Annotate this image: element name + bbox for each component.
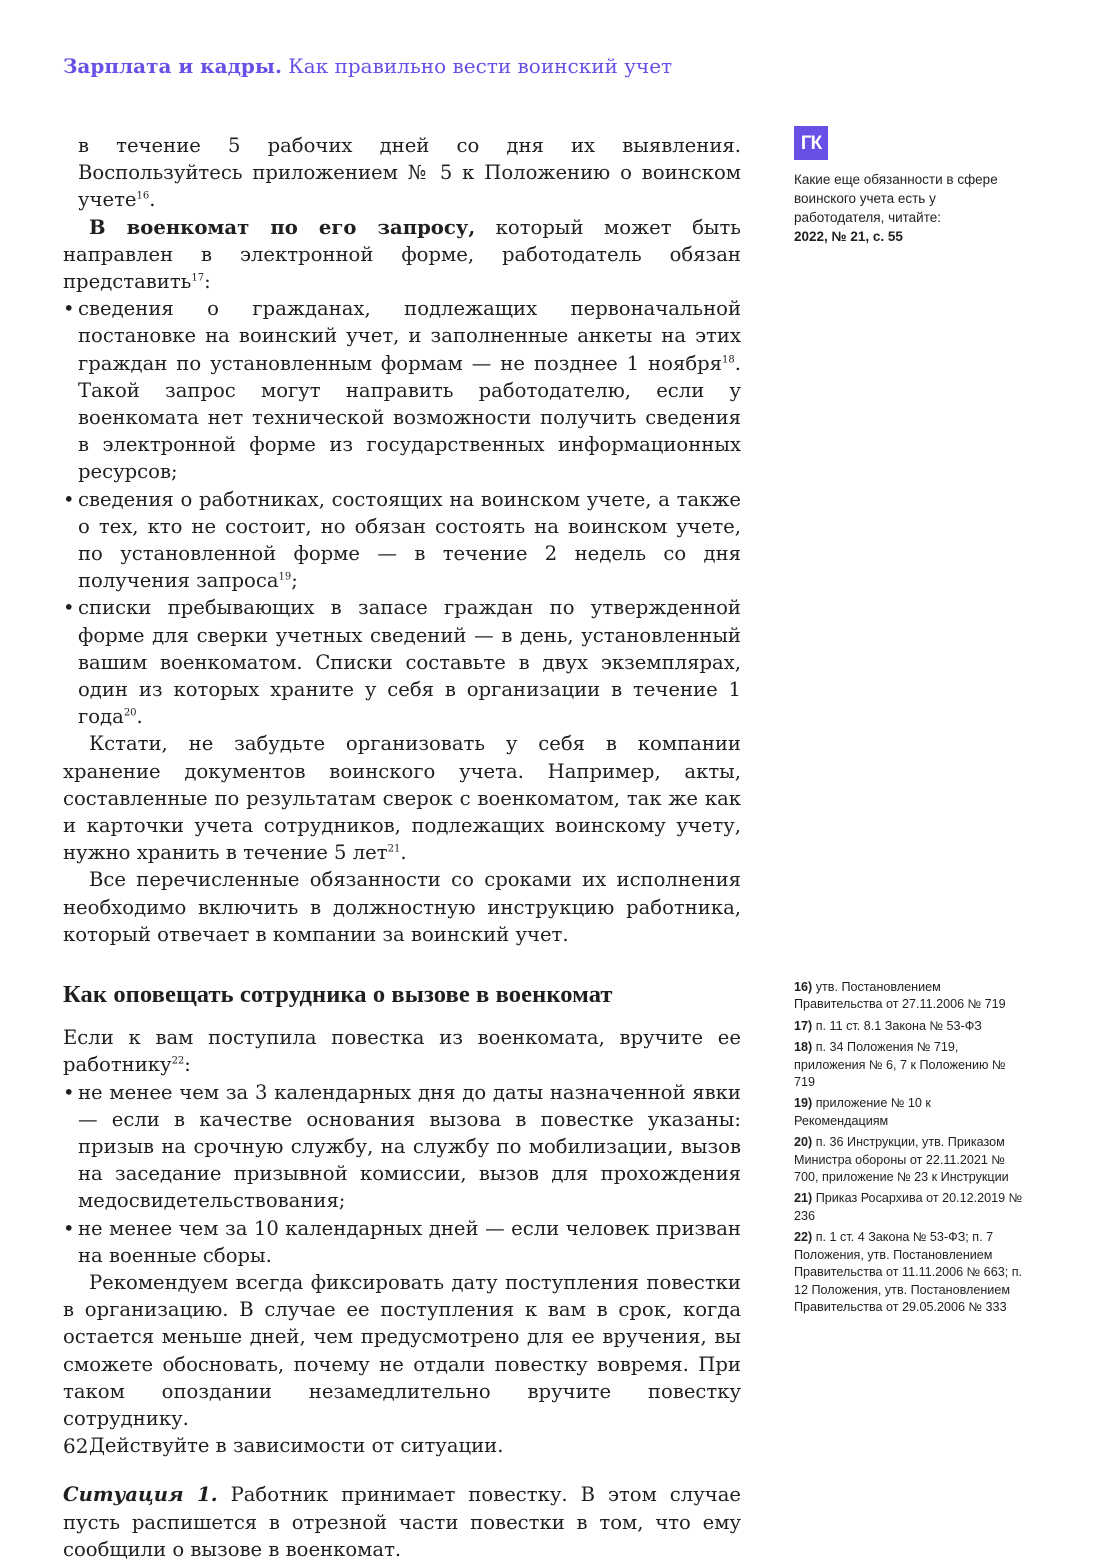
paragraph-7: Действуйте в зависимости от ситуации. — [89, 1434, 504, 1458]
running-header — [63, 54, 672, 78]
sidebar-text: Какие еще обязанности в сфере воинского учета есть у работодателя, читайте: — [794, 172, 998, 225]
main-column — [63, 132, 741, 1563]
list-item: • не менее чем за 3 календарных дня до даты назначенной явки — если в качестве основания вызова в повестке указаны: призыв на срочную службу, на службу по мобилизации, вызов на заседание призывной комиссии, вызов для прохождения медосвидетельствования; — [63, 1079, 741, 1215]
sidebar-reference: 2022, № 21, с. 55 — [794, 229, 903, 244]
paragraph-6: Рекомендуем всегда фиксировать дату поступления повестки в организацию. В случае ее поступления к вам в срок, когда остается меньше дней, чем предусмотрено для ее вручения, вы сможете обосновать, почему не отдали повестку вовремя. При таком опоздании незамедлительно вручите повестку сотруднику. — [63, 1270, 741, 1430]
footnote: 16) утв. Постановлением Правительства от 27.11.2006 № 719 — [794, 980, 1006, 1012]
list-item: • сведения о гражданах, подлежащих первоначальной постановке на воинский учет, и заполненные анкеты на этих граждан по установленным формам — не позднее 1 ноября$^{18}$. Такой запрос могут направить работодателю, если у военкомата нет технической возможности получить сведения в электронной форме из государственных информационных ресурсов; — [63, 295, 741, 485]
paragraph-5: Если к вам поступила повестка из военкомата, вручите ее работнику$^{22}$: — [63, 1026, 741, 1077]
footnote: 17) п. 11 ст. 8.1 Закона № 53-ФЗ — [794, 1018, 982, 1033]
paragraph-2-bold: В военкомат по его запросу, — [89, 215, 476, 239]
list-item: • списки пребывающих в запасе граждан по утвержденной форме для сверки учетных сведений — в день, установленный вашим военкоматом. Списки составьте в двух экземплярах, один из которых храните у себя в организации в течение 1 года$^{20}$. — [63, 594, 741, 730]
list-item: • не менее чем за 10 календарных дней — если человек призван на военные сборы. — [63, 1215, 741, 1269]
situation-label: Ситуация 1. — [63, 1483, 218, 1507]
footnote: 21) Приказ Росархива от 20.12.2019 № 236 — [794, 1191, 1023, 1223]
footnotes — [794, 979, 1024, 1320]
sidebar-callout — [794, 126, 1019, 246]
header-section: Зарплата и кадры. — [63, 54, 282, 78]
magazine-logo-icon: ГК — [794, 126, 828, 160]
footnote: 18) п. 34 Положения № 719, приложения № 6, 7 к Положению № 719 — [794, 1040, 1006, 1090]
paragraph-2: В военкомат по его запросу, который может быть направлен в электронной форме, работодатель обязан представить$^{17}$: — [63, 215, 741, 294]
footnote: 19) приложение № 10 к Рекомендациям — [794, 1096, 931, 1128]
list-item: • сведения о работниках, состоящих на воинском учете, а также о тех, кто не состоит, но обязан состоять на воинском учете, по установленной форме — в течение 2 недель со дня получения запроса$^{19}$; — [63, 486, 741, 595]
paragraph-3: Кстати, не забудьте организовать у себя в компании хранение документов воинского учета. Например, акты, составленные по результатам сверок с военкоматом, так же как и карточки учета сотрудников, подлежащих воинскому учету, нужно хранить в течение 5 лет$^{21}$. — [63, 732, 741, 865]
paragraph-1: в течение 5 рабочих дней со дня их выявления. Воспользуйтесь приложением № 5 к Положению о воинском учете$^{16}$. — [78, 134, 741, 212]
header-title: Как правильно вести воинский учет — [288, 54, 673, 78]
footnote: 22) п. 1 ст. 4 Закона № 53-ФЗ; п. 7 Положения, утв. Постановлением Правительства от 11.11.2006 № 663; п. 12 Положения, утв. Постановлением Правительства от 29.05.2006 № 333 — [794, 1230, 1023, 1314]
footnote: 20) п. 36 Инструкции, утв. Приказом Министра обороны от 22.11.2021 № 700, приложение № 23 к Инструкции — [794, 1135, 1009, 1185]
situation-1: Ситуация 1. Работник принимает повестку. В этом случае пусть распишется в отрезной части повестки в том, что ему сообщили о вызове в военкомат. — [63, 1483, 741, 1561]
section-heading: Как оповещать сотрудника о вызове в военкомат — [63, 981, 613, 1009]
page-number: 62 — [63, 1434, 89, 1458]
paragraph-4: Все перечисленные обязанности со сроками их исполнения необходимо включить в должностную инструкцию работника, который отвечает в компании за воинский учет. — [63, 868, 741, 946]
